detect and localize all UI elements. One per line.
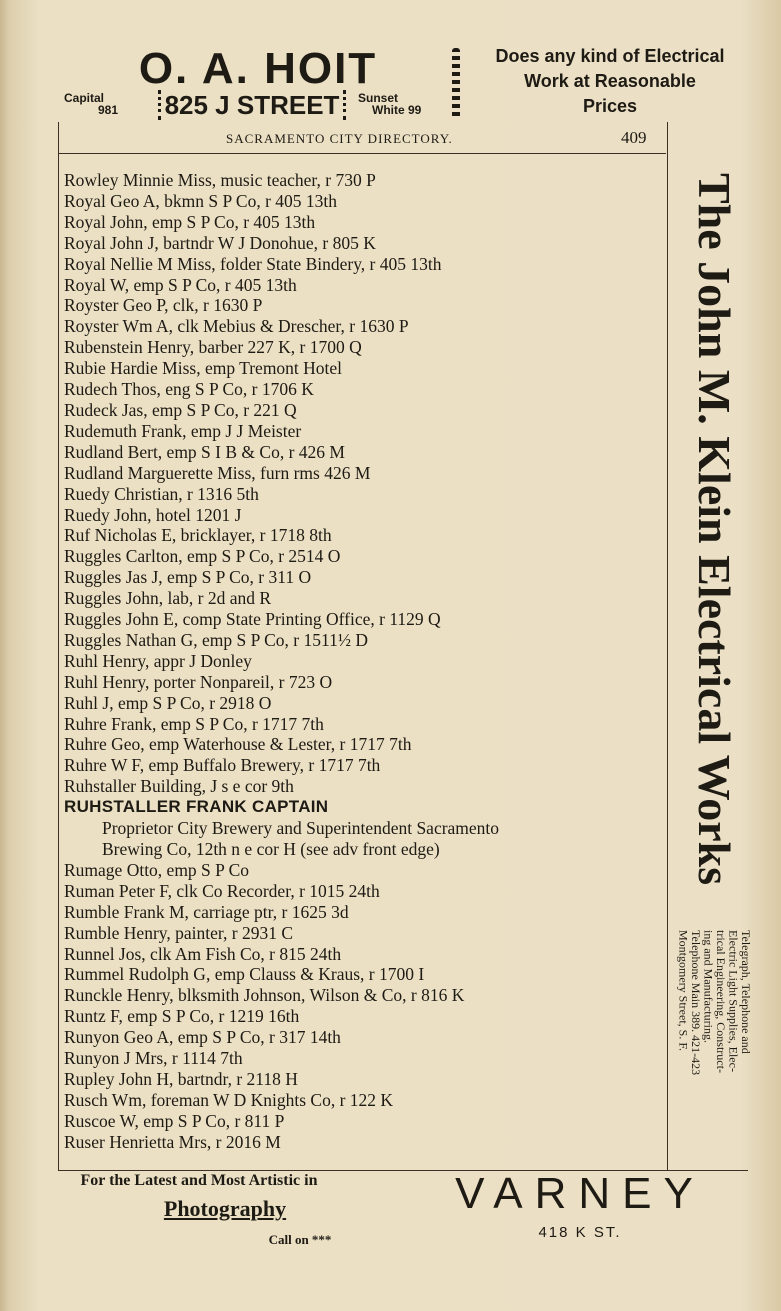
capital-number: 981 xyxy=(98,103,119,117)
directory-entry: Ruser Henrietta Mrs, r 2016 M xyxy=(64,1131,281,1152)
footer-ad-photography: Photography xyxy=(163,1196,287,1221)
side-ad-line: Electric Light Supplies, Elec- xyxy=(726,930,741,1072)
directory-entry: Ruhl J, emp S P Co, r 2918 O xyxy=(64,692,272,713)
directory-entry: Rumble Henry, painter, r 2931 C xyxy=(64,922,294,943)
directory-entry: Ruggles Carlton, emp S P Co, r 2514 O xyxy=(64,546,341,567)
tagline-line: Work at Reasonable xyxy=(524,71,696,91)
directory-entry: Rudeck Jas, emp S P Co, r 221 Q xyxy=(64,399,297,420)
side-ad-line: Telegraph, Telephone and xyxy=(739,930,753,1054)
advertiser-name: O. A. HOIT xyxy=(138,44,378,93)
running-head xyxy=(58,127,666,154)
directory-entry: Rusch Wm, foreman W D Knights Co, r 122 K xyxy=(64,1089,394,1110)
entries-after xyxy=(64,860,664,1153)
directory-entry: Ruman Peter F, clk Co Recorder, r 1015 24th xyxy=(64,880,380,901)
footer-ad-call: Call on *** xyxy=(268,1232,332,1247)
capital-label: Capital xyxy=(64,91,105,105)
directory-entry: Ruhl Henry, appr J Donley xyxy=(64,650,252,671)
footer-ad-address: 418 K ST. xyxy=(538,1224,622,1241)
directory-entry: Runyon J Mrs, r 1114 7th xyxy=(64,1048,243,1069)
footer-ad-name: VARNEY xyxy=(455,1169,705,1218)
directory-entry: Ruggles Jas J, emp S P Co, r 311 O xyxy=(64,567,312,588)
advertiser-tagline xyxy=(470,44,750,119)
directory-listing xyxy=(64,170,664,1153)
side-ad-line: Telephone Main 389. 421-423 xyxy=(689,930,703,1076)
directory-entry: Rummel Rudolph G, emp Clauss & Kraus, r 1700 I xyxy=(64,964,425,985)
directory-entry: Ruscoe W, emp S P Co, r 811 P xyxy=(64,1110,285,1131)
entries-before xyxy=(64,170,664,797)
page-number: 409 xyxy=(621,128,647,147)
directory-entry: Runyon Geo A, emp S P Co, r 317 14th xyxy=(64,1027,341,1048)
directory-entry: Runckle Henry, blksmith Johnson, Wilson & Co, r 816 K xyxy=(64,985,465,1006)
directory-entry: Royal John, emp S P Co, r 405 13th xyxy=(64,211,316,232)
sunset-label: Sunset xyxy=(358,91,399,105)
featured-entry-name: RUHSTALLER FRANK CAPTAIN xyxy=(64,797,329,817)
directory-entry: Ruggles John, lab, r 2d and R xyxy=(64,588,272,609)
directory-entry: Ruhre W F, emp Buffalo Brewery, r 1717 7th xyxy=(64,755,381,776)
directory-entry: Ruf Nicholas E, bricklayer, r 1718 8th xyxy=(64,525,332,546)
directory-entry: Ruggles John E, comp State Printing Office, r 1129 Q xyxy=(64,609,441,630)
directory-entry: Ruhl Henry, porter Nonpareil, r 723 O xyxy=(64,671,333,692)
directory-entry: Rumble Frank M, carriage ptr, r 1625 3d xyxy=(64,901,349,922)
side-ad-details xyxy=(676,930,752,1160)
sunset-number: White 99 xyxy=(372,103,422,117)
footer-ad-line: For the Latest and Most Artistic in xyxy=(80,1172,318,1189)
directory-entry: Rudland Marguerette Miss, furn rms 426 M xyxy=(64,462,371,483)
directory-entry: Royal Nellie M Miss, folder State Bindery, r 405 13th xyxy=(64,253,442,274)
directory-entry: Runnel Jos, clk Am Fish Co, r 815 24th xyxy=(64,943,342,964)
header-advertisement xyxy=(60,40,760,122)
featured-entry-line: Proprietor City Brewery and Superintendent Sacramento xyxy=(102,818,500,839)
directory-entry: Ruedy Christian, r 1316 5th xyxy=(64,483,259,504)
side-ad-title: The John M. Klein Electrical Works xyxy=(689,172,740,886)
side-ad-line: Montgomery Street, S. F. xyxy=(676,930,691,1052)
directory-entry: Rubenstein Henry, barber 227 K, r 1700 Q xyxy=(64,337,362,358)
directory-entry: Ruedy John, hotel 1201 J xyxy=(64,504,242,525)
directory-entry: Ruhre Frank, emp S P Co, r 1717 7th xyxy=(64,713,324,734)
tagline-line: Prices xyxy=(582,96,638,116)
directory-entry: Rudech Thos, eng S P Co, r 1706 K xyxy=(64,379,314,400)
directory-entry: Ruhre Geo, emp Waterhouse & Lester, r 1717 7th xyxy=(64,734,412,755)
directory-entry: Rupley John H, bartndr, r 2118 H xyxy=(64,1068,298,1089)
advertiser-street: 825 J STREET xyxy=(158,90,346,120)
tagline-line: Does any kind of Electrical xyxy=(495,46,725,66)
directory-entry: Rudland Bert, emp S I B & Co, r 426 M xyxy=(64,441,345,462)
side-ad-line: trical Engineering, Construct- xyxy=(714,930,728,1073)
directory-entry: Royster Wm A, clk Mebius & Drescher, r 1630 P xyxy=(64,316,409,337)
directory-entry: Ruhstaller Building, J s e cor 9th xyxy=(64,776,294,797)
ornament-divider xyxy=(452,48,460,120)
directory-entry: Royal John J, bartndr W J Donohue, r 805 K xyxy=(64,232,376,253)
side-ad-line: ing and Manufacturing. xyxy=(701,930,716,1043)
directory-entry: Rubie Hardie Miss, emp Tremont Hotel xyxy=(64,358,343,379)
directory-entry: Rumage Otto, emp S P Co xyxy=(64,859,250,880)
directory-entry: Ruggles Nathan G, emp S P Co, r 1511½ D xyxy=(64,629,368,650)
directory-entry: Royster Geo P, clk, r 1630 P xyxy=(64,295,263,316)
directory-entry: Royal Geo A, bkmn S P Co, r 405 13th xyxy=(64,190,338,211)
directory-title: SACRAMENTO CITY DIRECTORY. xyxy=(226,131,453,146)
directory-entry: Rudemuth Frank, emp J J Meister xyxy=(64,420,302,441)
directory-entry: Rowley Minnie Miss, music teacher, r 730 P xyxy=(64,170,376,190)
directory-entry: Royal W, emp S P Co, r 405 13th xyxy=(64,274,297,295)
featured-entry-line: Brewing Co, 12th n e cor H (see adv front edge) xyxy=(102,839,440,859)
directory-entry: Runtz F, emp S P Co, r 1219 16th xyxy=(64,1006,300,1027)
